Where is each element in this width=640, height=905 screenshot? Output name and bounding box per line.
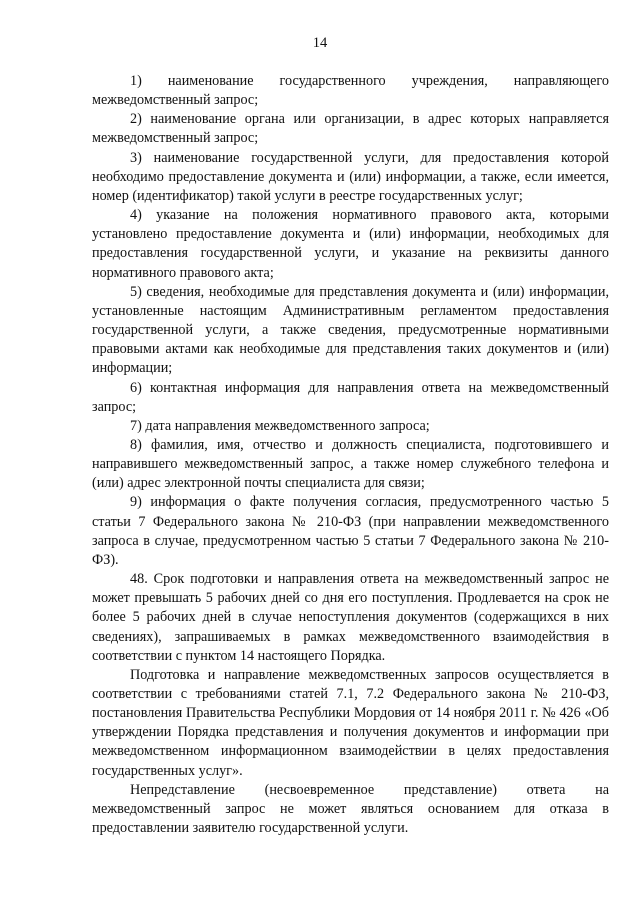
item-4-legal-act-reference: 4) указание на положения нормативного правового акта, которыми установлено предоставление документа и (или) информации, необходимых для предоставления государственной услуги, и указание на реквизиты данного нормативного правового акта;: [92, 207, 609, 281]
item-1-state-institution-name: 1) наименование государственного учреждения, направляющего межведомственный запрос;: [92, 73, 609, 109]
document-body: [92, 72, 609, 838]
item-6-contact-information: 6) контактная информация для направления ответа на межведомственный запрос;: [92, 379, 609, 415]
item-5-required-information: 5) сведения, необходимые для представления документа и (или) информации, установленные настоящим Административным регламентом предоставления государственной услуги, а также сведения, предусмотренные нормативными правовыми актами как необходимые для представления таких документов и (или) информации;: [92, 283, 609, 377]
page-number: 14: [312, 35, 328, 51]
item-9-consent-information: 9) информация о факте получения согласия, предусмотренного частью 5 статьи 7 Федерального закона № 210-ФЗ (при направлении межведомственного запроса в случае, предусмотренном частью 5 статьи 7 Федерального закона № 210-ФЗ).: [92, 494, 609, 568]
item-3-service-name: 3) наименование государственной услуги, для предоставления которой необходимо предоставление документа и (или) информации, а также, если имеется, номер (идентификатор) такой услуги в реестре государственных услуг;: [92, 149, 609, 204]
item-8-specialist-details: 8) фамилия, имя, отчество и должность специалиста, подготовившего и направившего межведомственный запрос, а также номер служебного телефона и (или) адрес электронной почты специалиста для связи;: [92, 436, 609, 492]
clause-48-response-deadline: 48. Срок подготовки и направления ответа на межведомственный запрос не может превышать 5 рабочих дней со дня его поступления. Продлевается на срок не более 5 рабочих дней в случае непоступления документов (содержащихся в них сведениях), запрашиваемых в рамках межведомственного взаимодействия в соответствии с пунктом 14 настоящего Порядка.: [92, 571, 609, 664]
item-7-request-date: 7) дата направления межведомственного запроса;: [130, 417, 430, 434]
paragraph-non-submission: Непредставление (несвоевременное представление) ответа на межведомственный запрос не может являться основанием для отказа в предоставлении заявителю государственной услуги.: [92, 781, 609, 837]
item-2-recipient-organization-name: 2) наименование органа или организации, в адрес которых направляется межведомственный запрос;: [92, 111, 609, 147]
paragraph-legal-basis: Подготовка и направление межведомственных запросов осуществляется в соответствии с требованиями статей 7.1, 7.2 Федерального закона № 210-ФЗ, постановления Правительства Республики Мордовия от 14 ноября 2011 г. № 426 «Об утверждении Порядка представления и получения документов и информации при межведомственном информационном взаимодействии в целях предоставления государственных услуг».: [92, 666, 609, 779]
